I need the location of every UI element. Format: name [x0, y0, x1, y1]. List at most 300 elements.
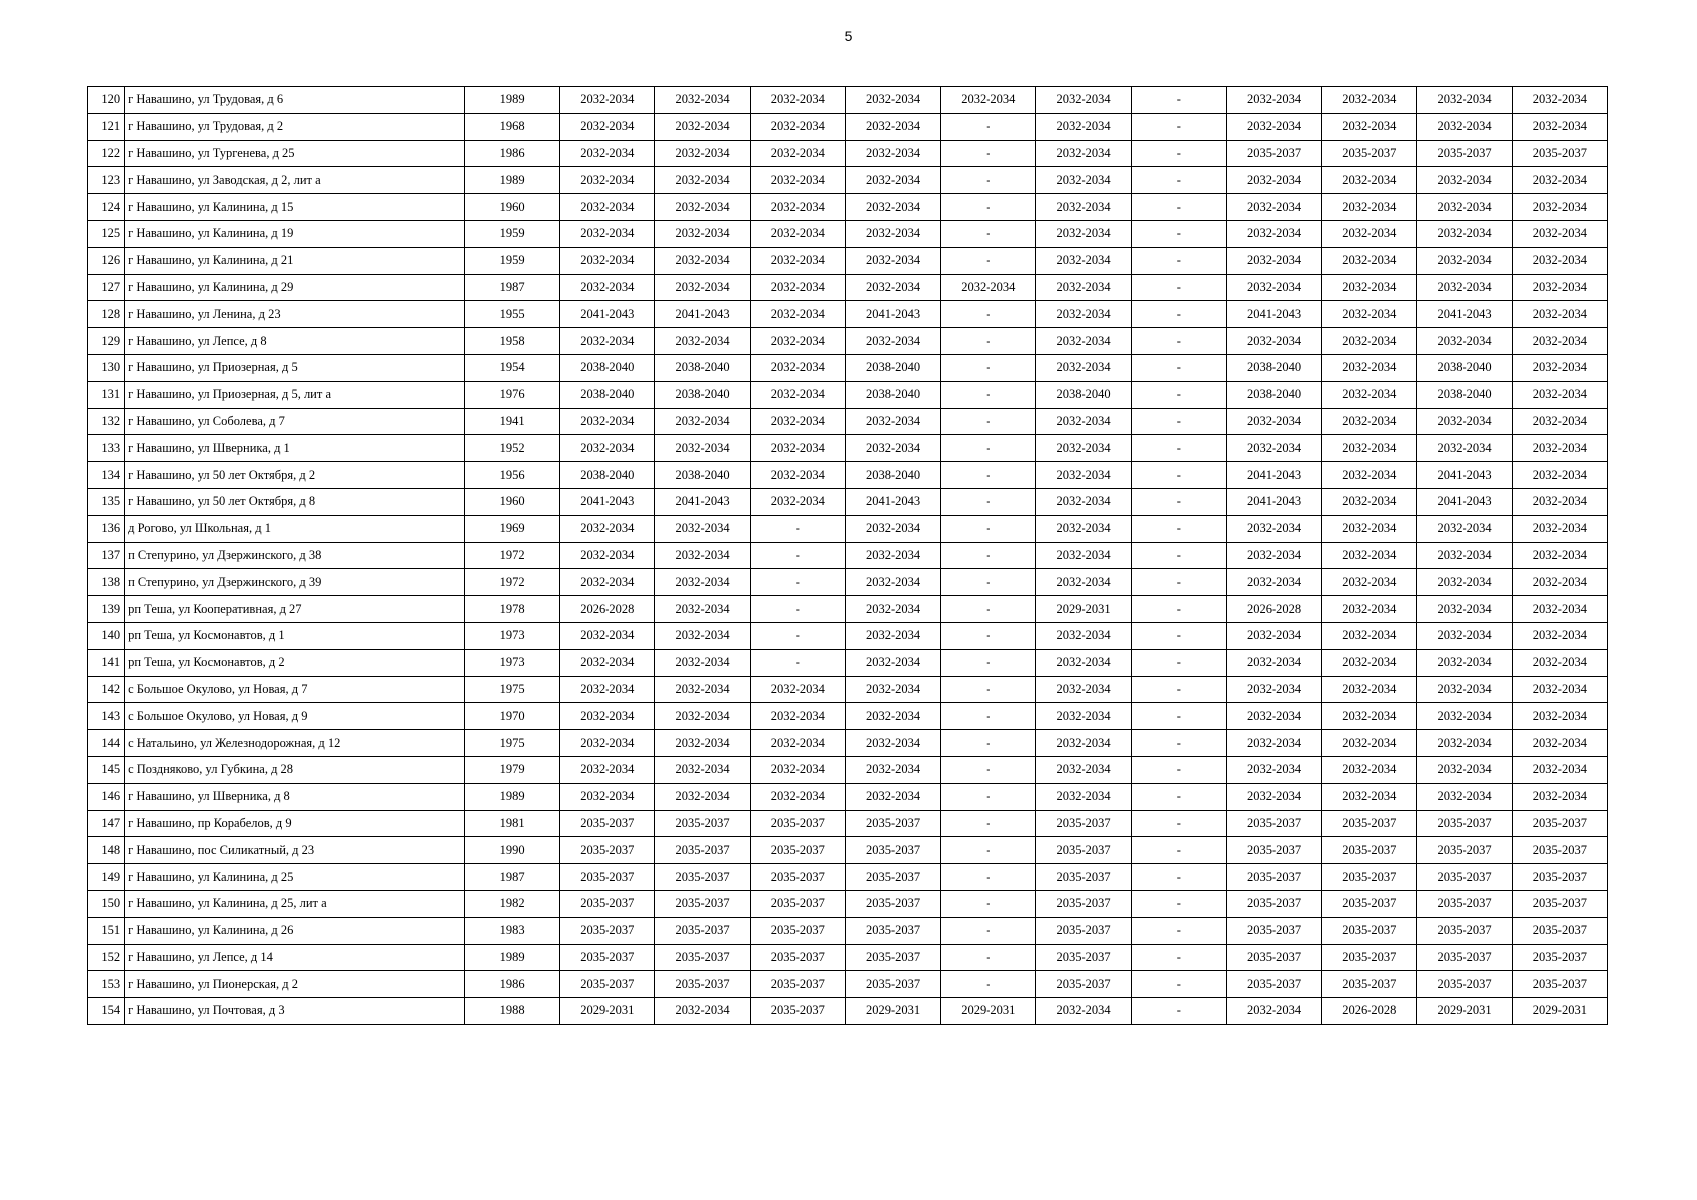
period-cell: 2032-2034	[655, 247, 750, 274]
period-cell: 2032-2034	[750, 354, 845, 381]
period-cell: 2035-2037	[1322, 140, 1417, 167]
period-cell: 2032-2034	[560, 542, 655, 569]
address-cell: г Навашино, ул Шверника, д 8	[125, 783, 465, 810]
period-cell: 2032-2034	[655, 676, 750, 703]
table-row	[88, 301, 1608, 328]
period-cell: 2032-2034	[1036, 354, 1131, 381]
year-cell: 1990	[464, 837, 559, 864]
period-cell: 2032-2034	[1512, 596, 1607, 623]
period-cell: -	[941, 328, 1036, 355]
period-cell: 2032-2034	[1512, 756, 1607, 783]
year-cell: 1959	[464, 220, 559, 247]
period-cell: -	[941, 756, 1036, 783]
period-cell: 2032-2034	[655, 274, 750, 301]
period-cell: 2038-2040	[655, 462, 750, 489]
period-cell: 2035-2037	[845, 864, 940, 891]
period-cell: 2032-2034	[655, 703, 750, 730]
page-number: 5	[844, 28, 853, 44]
period-cell: 2032-2034	[1512, 462, 1607, 489]
period-cell: 2032-2034	[1417, 220, 1512, 247]
table-row	[88, 998, 1608, 1025]
period-cell: -	[941, 837, 1036, 864]
period-cell: -	[1131, 783, 1226, 810]
period-cell: 2041-2043	[1417, 301, 1512, 328]
table-row	[88, 87, 1608, 114]
period-cell: 2032-2034	[560, 649, 655, 676]
address-cell: рп Теша, ул Космонавтов, д 1	[125, 622, 465, 649]
period-cell: 2032-2034	[1417, 542, 1512, 569]
period-cell: 2032-2034	[560, 730, 655, 757]
period-cell: 2032-2034	[1322, 194, 1417, 221]
period-cell: 2035-2037	[1322, 810, 1417, 837]
period-cell: -	[750, 649, 845, 676]
period-cell: 2032-2034	[560, 247, 655, 274]
period-cell: 2032-2034	[655, 435, 750, 462]
period-cell: 2032-2034	[1417, 783, 1512, 810]
period-cell: 2032-2034	[845, 783, 940, 810]
period-cell: 2032-2034	[1226, 328, 1321, 355]
period-cell: 2032-2034	[560, 220, 655, 247]
period-cell: -	[1131, 837, 1226, 864]
period-cell: 2035-2037	[750, 917, 845, 944]
row-number-cell: 123	[88, 167, 125, 194]
year-cell: 1970	[464, 703, 559, 730]
period-cell: 2038-2040	[1226, 354, 1321, 381]
table-row	[88, 864, 1608, 891]
year-cell: 1975	[464, 676, 559, 703]
period-cell: 2032-2034	[560, 87, 655, 114]
period-cell: 2035-2037	[845, 810, 940, 837]
period-cell: 2032-2034	[1512, 515, 1607, 542]
address-cell: г Навашино, ул Калинина, д 26	[125, 917, 465, 944]
period-cell: -	[1131, 890, 1226, 917]
period-cell: 2035-2037	[1226, 944, 1321, 971]
period-cell: 2032-2034	[845, 676, 940, 703]
row-number-cell: 143	[88, 703, 125, 730]
table-row	[88, 140, 1608, 167]
period-cell: -	[1131, 998, 1226, 1025]
period-cell: 2032-2034	[1417, 194, 1512, 221]
table-row	[88, 756, 1608, 783]
period-cell: 2032-2034	[1226, 220, 1321, 247]
period-cell: 2032-2034	[845, 515, 940, 542]
period-cell: 2032-2034	[1417, 408, 1512, 435]
period-cell: -	[941, 649, 1036, 676]
period-cell: 2032-2034	[750, 301, 845, 328]
period-cell: 2035-2037	[1417, 944, 1512, 971]
address-cell: с Поздняково, ул Губкина, д 28	[125, 756, 465, 783]
period-cell: 2032-2034	[1322, 622, 1417, 649]
period-cell: 2032-2034	[1322, 649, 1417, 676]
period-cell: 2032-2034	[655, 515, 750, 542]
period-cell: -	[941, 890, 1036, 917]
period-cell: 2032-2034	[1512, 167, 1607, 194]
period-cell: 2032-2034	[1226, 676, 1321, 703]
year-cell: 1972	[464, 542, 559, 569]
period-cell: 2032-2034	[1036, 756, 1131, 783]
period-cell: -	[1131, 810, 1226, 837]
period-cell: 2032-2034	[1226, 998, 1321, 1025]
row-number-cell: 124	[88, 194, 125, 221]
period-cell: 2035-2037	[1036, 810, 1131, 837]
period-cell: -	[750, 542, 845, 569]
period-cell: 2032-2034	[941, 274, 1036, 301]
period-cell: 2032-2034	[1036, 408, 1131, 435]
period-cell: 2032-2034	[1512, 328, 1607, 355]
period-cell: 2032-2034	[1036, 622, 1131, 649]
period-cell: 2032-2034	[845, 247, 940, 274]
year-cell: 1987	[464, 864, 559, 891]
period-cell: 2032-2034	[655, 87, 750, 114]
period-cell: -	[1131, 730, 1226, 757]
period-cell: 2035-2037	[560, 864, 655, 891]
period-cell: -	[1131, 756, 1226, 783]
period-cell: 2035-2037	[845, 971, 940, 998]
period-cell: -	[941, 703, 1036, 730]
period-cell: 2035-2037	[1512, 864, 1607, 891]
period-cell: 2032-2034	[1226, 703, 1321, 730]
period-cell: -	[941, 515, 1036, 542]
period-cell: 2032-2034	[1322, 703, 1417, 730]
year-cell: 1956	[464, 462, 559, 489]
table-row	[88, 167, 1608, 194]
period-cell: 2032-2034	[845, 87, 940, 114]
period-cell: 2035-2037	[750, 971, 845, 998]
period-cell: 2032-2034	[1322, 274, 1417, 301]
row-number-cell: 129	[88, 328, 125, 355]
address-cell: г Навашино, ул Заводская, д 2, лит а	[125, 167, 465, 194]
period-cell: 2032-2034	[655, 783, 750, 810]
period-cell: 2032-2034	[750, 113, 845, 140]
period-cell: -	[941, 354, 1036, 381]
period-cell: 2032-2034	[750, 783, 845, 810]
period-cell: 2035-2037	[1226, 864, 1321, 891]
period-cell: 2032-2034	[560, 435, 655, 462]
period-cell: 2032-2034	[1512, 274, 1607, 301]
period-cell: 2032-2034	[655, 408, 750, 435]
table-row	[88, 971, 1608, 998]
period-cell: 2032-2034	[1322, 596, 1417, 623]
period-cell: 2032-2034	[1226, 730, 1321, 757]
period-cell: 2032-2034	[560, 140, 655, 167]
table-row	[88, 596, 1608, 623]
period-cell: 2032-2034	[1036, 140, 1131, 167]
period-cell: -	[1131, 167, 1226, 194]
table-row	[88, 730, 1608, 757]
year-cell: 1982	[464, 890, 559, 917]
period-cell: 2032-2034	[1512, 301, 1607, 328]
period-cell: 2035-2037	[1036, 864, 1131, 891]
table-row	[88, 703, 1608, 730]
period-cell: 2035-2037	[560, 971, 655, 998]
year-cell: 1968	[464, 113, 559, 140]
period-cell: 2032-2034	[1322, 435, 1417, 462]
period-cell: -	[941, 247, 1036, 274]
table-row	[88, 194, 1608, 221]
period-cell: 2032-2034	[560, 167, 655, 194]
period-cell: 2035-2037	[655, 890, 750, 917]
period-cell: 2032-2034	[1322, 515, 1417, 542]
period-cell: 2035-2037	[1322, 944, 1417, 971]
period-cell: 2038-2040	[560, 354, 655, 381]
period-cell: -	[1131, 113, 1226, 140]
address-cell: г Навашино, ул Калинина, д 21	[125, 247, 465, 274]
row-number-cell: 137	[88, 542, 125, 569]
year-cell: 1954	[464, 354, 559, 381]
period-cell: 2032-2034	[1417, 569, 1512, 596]
period-cell: 2035-2037	[1226, 890, 1321, 917]
period-cell: 2035-2037	[1417, 810, 1512, 837]
period-cell: 2032-2034	[1226, 167, 1321, 194]
period-cell: 2032-2034	[1226, 247, 1321, 274]
address-cell: г Навашино, ул Калинина, д 25	[125, 864, 465, 891]
period-cell: 2032-2034	[1322, 462, 1417, 489]
period-cell: 2041-2043	[1417, 488, 1512, 515]
table-row	[88, 328, 1608, 355]
period-cell: -	[1131, 649, 1226, 676]
period-cell: 2032-2034	[1322, 408, 1417, 435]
period-cell: 2032-2034	[560, 328, 655, 355]
period-cell: 2032-2034	[845, 730, 940, 757]
period-cell: 2032-2034	[1512, 488, 1607, 515]
row-number-cell: 134	[88, 462, 125, 489]
period-cell: 2032-2034	[1512, 381, 1607, 408]
period-cell: 2032-2034	[750, 328, 845, 355]
period-cell: 2032-2034	[750, 140, 845, 167]
row-number-cell: 121	[88, 113, 125, 140]
period-cell: 2035-2037	[845, 890, 940, 917]
table-row	[88, 354, 1608, 381]
period-cell: 2035-2037	[1417, 971, 1512, 998]
period-cell: 2032-2034	[845, 703, 940, 730]
year-cell: 1978	[464, 596, 559, 623]
period-cell: 2032-2034	[1512, 113, 1607, 140]
period-cell: 2032-2034	[1036, 730, 1131, 757]
period-cell: 2032-2034	[1036, 488, 1131, 515]
period-cell: 2032-2034	[655, 194, 750, 221]
row-number-cell: 133	[88, 435, 125, 462]
period-cell: 2035-2037	[1512, 971, 1607, 998]
period-cell: 2032-2034	[655, 730, 750, 757]
address-cell: г Навашино, ул Лепсе, д 14	[125, 944, 465, 971]
period-cell: 2032-2034	[1322, 676, 1417, 703]
row-number-cell: 151	[88, 917, 125, 944]
period-cell: -	[750, 622, 845, 649]
period-cell: 2032-2034	[655, 542, 750, 569]
row-number-cell: 153	[88, 971, 125, 998]
table-row	[88, 220, 1608, 247]
period-cell: 2038-2040	[655, 354, 750, 381]
row-number-cell: 131	[88, 381, 125, 408]
period-cell: 2032-2034	[1512, 247, 1607, 274]
address-cell: г Навашино, ул Калинина, д 19	[125, 220, 465, 247]
period-cell: 2035-2037	[1322, 917, 1417, 944]
period-cell: -	[941, 435, 1036, 462]
period-cell: 2032-2034	[655, 113, 750, 140]
address-cell: г Навашино, ул Тургенева, д 25	[125, 140, 465, 167]
year-cell: 1989	[464, 783, 559, 810]
period-cell: -	[1131, 515, 1226, 542]
period-cell: 2032-2034	[655, 167, 750, 194]
period-cell: 2032-2034	[1322, 328, 1417, 355]
row-number-cell: 138	[88, 569, 125, 596]
period-cell: 2041-2043	[1417, 462, 1512, 489]
period-cell: -	[1131, 864, 1226, 891]
period-cell: 2032-2034	[1322, 87, 1417, 114]
period-cell: -	[941, 462, 1036, 489]
period-cell: 2041-2043	[1226, 488, 1321, 515]
period-cell: 2032-2034	[1322, 167, 1417, 194]
year-cell: 1988	[464, 998, 559, 1025]
period-cell: 2035-2037	[750, 890, 845, 917]
period-cell: -	[941, 488, 1036, 515]
period-cell: 2035-2037	[750, 998, 845, 1025]
period-cell: 2035-2037	[1417, 140, 1512, 167]
row-number-cell: 152	[88, 944, 125, 971]
period-cell: 2032-2034	[1417, 328, 1512, 355]
period-cell: -	[1131, 917, 1226, 944]
period-cell: 2032-2034	[1036, 194, 1131, 221]
period-cell: 2032-2034	[1512, 435, 1607, 462]
period-cell: 2032-2034	[750, 247, 845, 274]
period-cell: 2032-2034	[845, 140, 940, 167]
period-cell: 2032-2034	[1226, 783, 1321, 810]
period-cell: 2032-2034	[560, 703, 655, 730]
period-cell: -	[750, 569, 845, 596]
period-cell: 2032-2034	[1417, 756, 1512, 783]
period-cell: -	[1131, 354, 1226, 381]
period-cell: -	[1131, 220, 1226, 247]
period-cell: 2035-2037	[845, 917, 940, 944]
period-cell: 2032-2034	[655, 569, 750, 596]
period-cell: -	[941, 730, 1036, 757]
row-number-cell: 146	[88, 783, 125, 810]
period-cell: 2032-2034	[750, 703, 845, 730]
address-cell: г Навашино, ул 50 лет Октября, д 8	[125, 488, 465, 515]
period-cell: 2032-2034	[1036, 274, 1131, 301]
year-cell: 1976	[464, 381, 559, 408]
table-row	[88, 622, 1608, 649]
period-cell: 2029-2031	[845, 998, 940, 1025]
period-cell: -	[941, 113, 1036, 140]
table-row	[88, 917, 1608, 944]
period-cell: 2032-2034	[845, 542, 940, 569]
period-cell: 2038-2040	[845, 462, 940, 489]
period-cell: 2032-2034	[560, 676, 655, 703]
period-cell: 2035-2037	[1322, 890, 1417, 917]
year-cell: 1973	[464, 649, 559, 676]
row-number-cell: 128	[88, 301, 125, 328]
table-row	[88, 381, 1608, 408]
period-cell: -	[1131, 301, 1226, 328]
address-cell: г Навашино, ул Пионерская, д 2	[125, 971, 465, 998]
period-cell: 2026-2028	[1322, 998, 1417, 1025]
period-cell: 2035-2037	[750, 837, 845, 864]
period-cell: 2032-2034	[1512, 408, 1607, 435]
period-cell: 2035-2037	[1226, 140, 1321, 167]
period-cell: 2032-2034	[1322, 488, 1417, 515]
period-cell: -	[1131, 944, 1226, 971]
period-cell: -	[1131, 247, 1226, 274]
period-cell: 2032-2034	[750, 167, 845, 194]
period-cell: -	[941, 596, 1036, 623]
row-number-cell: 154	[88, 998, 125, 1025]
row-number-cell: 127	[88, 274, 125, 301]
period-cell: 2032-2034	[941, 87, 1036, 114]
period-cell: -	[941, 569, 1036, 596]
period-cell: -	[941, 917, 1036, 944]
period-cell: -	[941, 810, 1036, 837]
table-row	[88, 810, 1608, 837]
table-row	[88, 435, 1608, 462]
period-cell: 2032-2034	[1036, 649, 1131, 676]
period-cell: 2032-2034	[655, 328, 750, 355]
period-cell: 2032-2034	[1512, 194, 1607, 221]
period-cell: -	[1131, 542, 1226, 569]
address-cell: г Навашино, ул Приозерная, д 5	[125, 354, 465, 381]
period-cell: 2032-2034	[1512, 622, 1607, 649]
period-cell: 2035-2037	[560, 890, 655, 917]
table-row	[88, 462, 1608, 489]
period-cell: 2038-2040	[845, 354, 940, 381]
period-cell: 2032-2034	[655, 756, 750, 783]
period-cell: 2035-2037	[1226, 837, 1321, 864]
period-cell: 2032-2034	[1036, 515, 1131, 542]
period-cell: -	[941, 864, 1036, 891]
period-cell: 2032-2034	[1226, 87, 1321, 114]
period-cell: -	[1131, 194, 1226, 221]
row-number-cell: 141	[88, 649, 125, 676]
year-cell: 1973	[464, 622, 559, 649]
period-cell: -	[1131, 488, 1226, 515]
period-cell: 2041-2043	[560, 488, 655, 515]
period-cell: 2026-2028	[1226, 596, 1321, 623]
period-cell: 2032-2034	[750, 408, 845, 435]
period-cell: 2035-2037	[1322, 864, 1417, 891]
period-cell: -	[941, 971, 1036, 998]
period-cell: 2032-2034	[1417, 113, 1512, 140]
period-cell: 2032-2034	[1512, 649, 1607, 676]
period-cell: -	[941, 408, 1036, 435]
period-cell: -	[750, 515, 845, 542]
year-cell: 1986	[464, 140, 559, 167]
period-cell: 2035-2037	[655, 971, 750, 998]
period-cell: 2032-2034	[1322, 542, 1417, 569]
address-cell: г Навашино, ул Лепсе, д 8	[125, 328, 465, 355]
period-cell: 2032-2034	[845, 274, 940, 301]
table-row	[88, 542, 1608, 569]
period-cell: 2032-2034	[845, 622, 940, 649]
period-cell: 2035-2037	[1417, 917, 1512, 944]
period-cell: 2032-2034	[1036, 167, 1131, 194]
period-cell: 2032-2034	[560, 569, 655, 596]
period-cell: 2032-2034	[1512, 542, 1607, 569]
period-cell: 2032-2034	[1036, 301, 1131, 328]
address-cell: г Навашино, ул Шверника, д 1	[125, 435, 465, 462]
period-cell: 2041-2043	[1226, 462, 1321, 489]
row-number-cell: 139	[88, 596, 125, 623]
period-cell: 2032-2034	[1322, 381, 1417, 408]
period-cell: 2032-2034	[845, 113, 940, 140]
period-cell: 2032-2034	[750, 676, 845, 703]
period-cell: 2035-2037	[655, 810, 750, 837]
period-cell: 2032-2034	[1036, 569, 1131, 596]
period-cell: -	[941, 140, 1036, 167]
period-cell: 2035-2037	[560, 944, 655, 971]
row-number-cell: 145	[88, 756, 125, 783]
period-cell: 2035-2037	[560, 810, 655, 837]
period-cell: 2032-2034	[750, 730, 845, 757]
